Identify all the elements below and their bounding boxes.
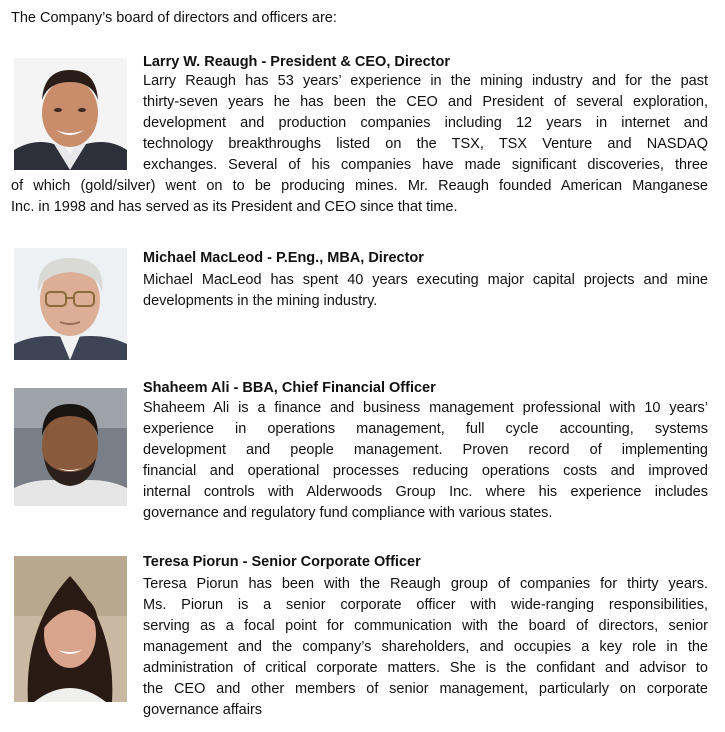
bio-line: development and people management. Proven record of implementing bbox=[143, 442, 708, 458]
bio-line: Shaheem Ali is a finance and business management professional with 10 years’ bbox=[143, 400, 708, 416]
person-photo bbox=[14, 58, 127, 170]
bio-line: financial and operational processes reducing operations costs and improved bbox=[143, 463, 708, 479]
bio-line: management and the company’s shareholders, and occupies a key role in the bbox=[143, 639, 708, 655]
bio-line: of which (gold/silver) went on to be producing mines. Mr. Reaugh founded American Manganese bbox=[11, 178, 708, 194]
person-name: Shaheem Ali - BBA, Chief Financial Officer bbox=[143, 380, 436, 396]
bio-line: technology breakthroughs listed on the TSX, TSX Venture and NASDAQ bbox=[143, 136, 708, 152]
bio-line: thirty-seven years he has been the CEO and President of several exploration, bbox=[143, 94, 708, 110]
bio-line: Ms. Piorun is a senior corporate officer with wide-ranging responsibilities, bbox=[143, 597, 708, 613]
bio-line: Inc. in 1998 and has served as its President and CEO since that time. bbox=[11, 199, 458, 215]
bio-line: governance affairs bbox=[143, 702, 263, 718]
bio-line: internal controls with Alderwoods Group Inc. where his experience includes bbox=[143, 484, 708, 500]
person-photo bbox=[14, 388, 127, 506]
person-name: Larry W. Reaugh - President & CEO, Director bbox=[143, 54, 450, 70]
bio-line: Teresa Piorun has been with the Reaugh group of companies for thirty years. bbox=[143, 576, 708, 592]
bio-line: exchanges. Several of his companies have made significant discoveries, three bbox=[143, 157, 708, 173]
person-name: Michael MacLeod - P.Eng., MBA, Director bbox=[143, 250, 424, 266]
bio-line: Larry Reaugh has 53 years’ experience in the mining industry and for the past bbox=[143, 73, 708, 89]
bio-line: experience in operations management, full cycle accounting, systems bbox=[143, 421, 708, 437]
person-photo bbox=[14, 248, 127, 360]
bio-line: developments in the mining industry. bbox=[143, 293, 378, 309]
intro-text: The Company’s board of directors and officers are: bbox=[11, 10, 337, 26]
bio-line: serving as a focal point for communication with the board of directors, senior bbox=[143, 618, 708, 634]
person-photo bbox=[14, 556, 127, 702]
person-name: Teresa Piorun - Senior Corporate Officer bbox=[143, 554, 421, 570]
bio-line: the CEO and other members of senior management, particularly on corporate bbox=[143, 681, 708, 697]
bio-line: administration of critical corporate matters. She is the confidant and advisor to bbox=[143, 660, 708, 676]
bio-line: governance and regulatory fund compliance with various states. bbox=[143, 505, 553, 521]
bio-line: development and production companies including 12 years in internet and bbox=[143, 115, 708, 131]
bio-line: Michael MacLeod has spent 40 years executing major capital projects and mine bbox=[143, 272, 708, 288]
